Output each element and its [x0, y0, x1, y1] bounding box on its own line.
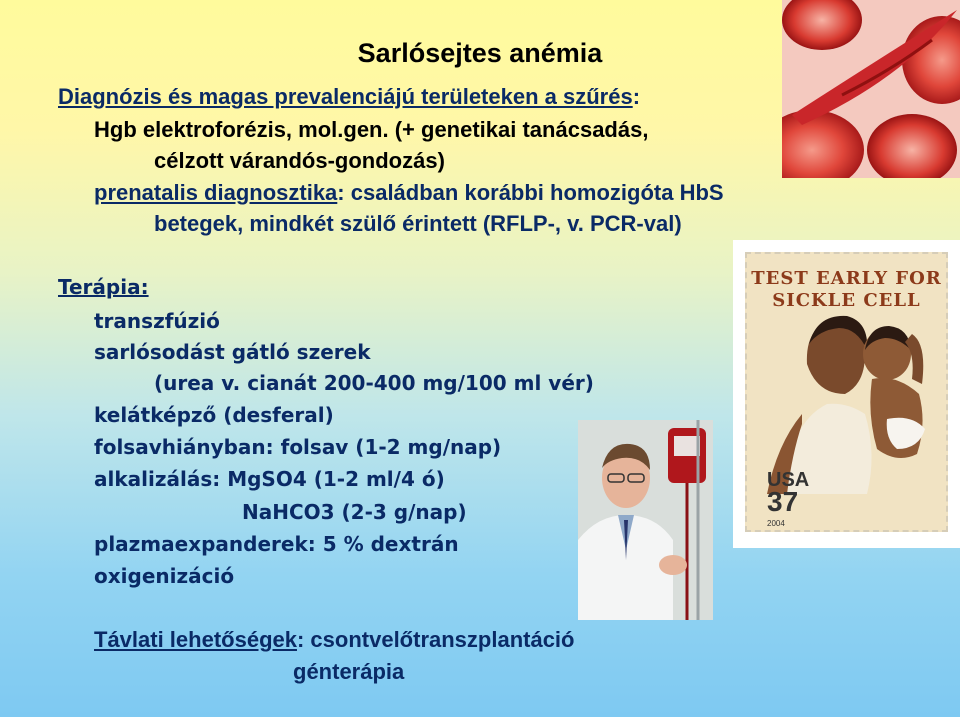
therapy-item: (urea v. cianát 200-400 mg/100 ml vér) [154, 371, 594, 395]
diagnosis-line-4: betegek, mindkét szülő érintett (RFLP-, v. PCR-val) [154, 211, 682, 236]
therapy-item: folsavhiányban: folsav (1-2 mg/nap) [94, 435, 502, 459]
stamp-country: USA [767, 469, 810, 491]
outlook-line-2: génterápia [293, 659, 405, 684]
stamp-year: 2004 [767, 519, 785, 528]
stamp-text-1: TEST EARLY FOR [751, 268, 942, 289]
diagnosis-heading-line: Diagnózis és magas prevalenciájú területeken a szűrés: [58, 84, 641, 109]
diagnosis-line-2: célzott várandós-gondozás) [154, 148, 445, 173]
diagnosis-line-1: Hgb elektroforézis, mol.gen. (+ genetikai tanácsadás, [94, 117, 649, 142]
mother-child-illustration [747, 254, 946, 494]
prenatal-term: prenatalis diagnosztika [94, 180, 338, 205]
outlook-line: Távlati lehetőségek: csontvelőtranszplantáció [94, 627, 575, 652]
therapy-item: oxigenizáció [94, 564, 235, 588]
doctor-transfusion-photo [578, 420, 713, 620]
therapy-item: plazmaexpanderek: 5 % dextrán [94, 532, 459, 556]
sickle-cell-stamp [733, 240, 960, 548]
stamp-text-2: SICKLE CELL [772, 290, 921, 311]
therapy-item: alkalizálás: MgSO4 (1-2 ml/4 ó) [94, 467, 445, 491]
therapy-item: kelátképző (desferal) [94, 403, 334, 427]
outlook-term: Távlati lehetőségek [94, 627, 297, 652]
therapy-item: sarlósodást gátló szerek [94, 340, 371, 364]
stamp-face [745, 252, 948, 532]
sickle-cell-photo [782, 0, 960, 178]
stamp-value: 37 [767, 486, 799, 517]
diagnosis-heading: Diagnózis és magas prevalenciájú területeken a szűrés [58, 84, 633, 109]
slide-title: Sarlósejtes anémia [357, 38, 603, 68]
therapy-heading: Terápia: [58, 275, 149, 299]
prenatal-line: prenatalis diagnosztika: családban korábbi homozigóta HbS [94, 180, 724, 205]
therapy-item: transzfúzió [94, 309, 220, 333]
therapy-item: NaHCO3 (2-3 g/nap) [242, 500, 467, 524]
